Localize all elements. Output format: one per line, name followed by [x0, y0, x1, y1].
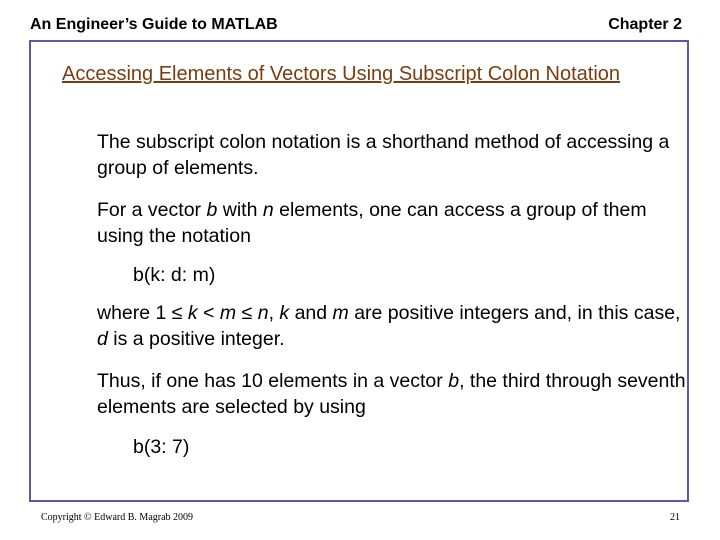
paragraph-vector-notation	[97, 197, 687, 249]
text-run: and	[289, 302, 333, 324]
text-run: elements, one can access a group of them using the notation	[97, 199, 647, 247]
text-run: , the third through seventh elements are selected by using	[97, 370, 686, 418]
var-m: m	[332, 302, 349, 324]
var-d: d	[97, 328, 108, 350]
text-run: is a positive integer.	[107, 328, 285, 350]
var-m: m	[219, 302, 237, 324]
copyright-notice: Copyright © Edward B. Magrab 2009	[41, 512, 194, 523]
text-run: are positive integers and, in this case,	[348, 302, 681, 324]
paragraph-intro: The subscript colon notation is a shorthand method of accessing a group of elements.	[97, 131, 670, 179]
text-run: Thus, if one has 10 elements in a vector	[97, 370, 449, 392]
code-example-specific: b(3: 7)	[133, 436, 190, 458]
paragraph-example	[97, 368, 687, 420]
code-example-general: b(k: d: m)	[133, 264, 216, 286]
content-frame	[29, 40, 689, 502]
book-title: An Engineer’s Guide to MATLAB	[30, 16, 278, 33]
lt-symbol: <	[197, 302, 220, 324]
var-n: n	[257, 302, 269, 324]
text-run: ,	[268, 302, 280, 324]
var-b: b	[448, 370, 460, 392]
text-run: For a vector	[97, 199, 207, 221]
le-symbol: ≤	[236, 302, 258, 324]
page-number: 21	[670, 512, 680, 523]
text-run: with	[217, 199, 263, 221]
slide-title: Accessing Elements of Vectors Using Subscript Colon Notation	[62, 63, 621, 85]
var-k: k	[187, 302, 198, 324]
var-n: n	[262, 199, 274, 221]
var-k: k	[279, 302, 290, 324]
paragraph-conditions	[97, 300, 687, 352]
text-run: where 1	[97, 302, 172, 324]
chapter-label: Chapter 2	[608, 16, 682, 33]
var-b: b	[206, 199, 218, 221]
le-symbol: ≤	[171, 302, 183, 324]
